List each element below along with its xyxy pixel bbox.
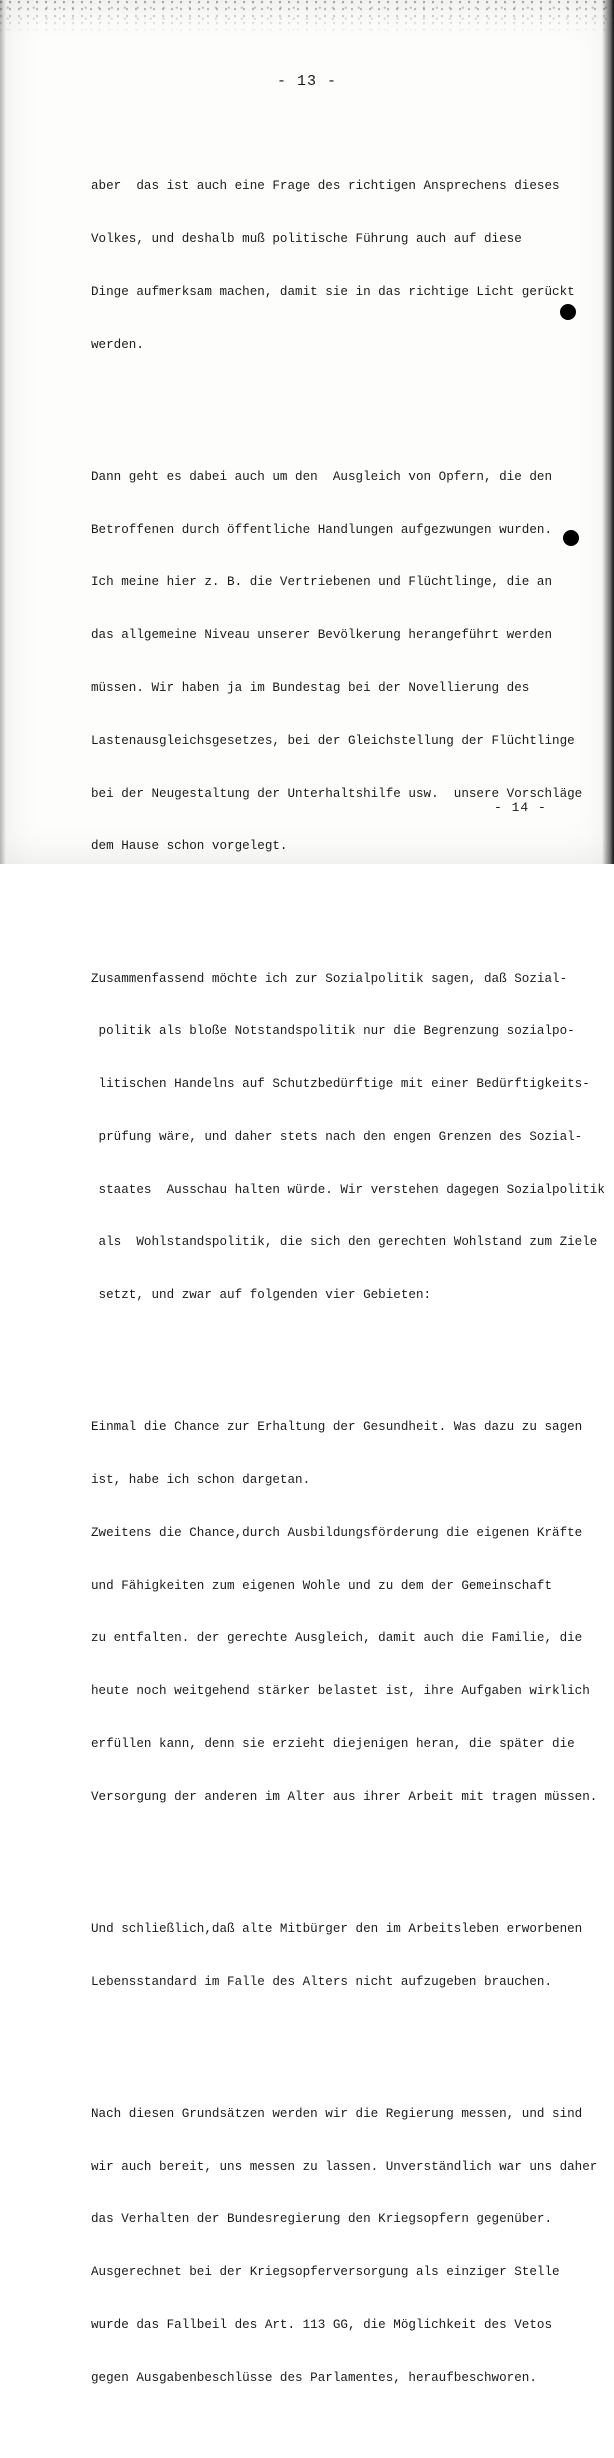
text-line: wir auch bereit, uns messen zu lassen. Unverständlich war uns daher [91, 2159, 598, 2174]
text-line: politik als bloße Notstandspolitik nur die Begrenzung sozialpo- [91, 1024, 575, 1039]
paragraph [91, 2071, 598, 2423]
text-line: Und schließlich,daß alte Mitbürger den im Arbeitsleben erworbenen [91, 1921, 583, 1936]
paragraph [91, 1886, 583, 2027]
text-line: und Fähigkeiten zum eigenen Wohle und zu dem der Gemeinschaft [91, 1578, 553, 1593]
paragraph [91, 1384, 598, 1841]
text-line: Dann geht es dabei auch um den Ausgleich von Opfern, die den [91, 469, 553, 484]
text-line: Dinge aufmerksam machen, damit sie in das richtige Licht gerückt [91, 284, 575, 299]
text-line: setzt, und zwar auf folgenden vier Gebieten: [91, 1288, 432, 1303]
text-line: aber das ist auch eine Frage des richtigen Ansprechens dieses [91, 179, 560, 194]
text-line: Ich meine hier z. B. die Vertriebenen und Flüchtlinge, die an [91, 575, 553, 590]
punch-hole [560, 304, 576, 320]
text-line: Lebensstandard im Falle des Alters nicht aufzugeben brauchen. [91, 1974, 553, 1989]
scan-edge-right [602, 0, 614, 864]
punch-hole [563, 530, 579, 546]
scan-edge-left [0, 0, 6, 864]
text-line: bei der Neugestaltung der Unterhaltshilfe usw. unsere Vorschläge [91, 786, 583, 801]
page-number-bottom: - 14 - [494, 800, 547, 815]
text-line: werden. [91, 337, 144, 352]
text-line: als Wohlstandspolitik, die sich den gerechten Wohlstand zum Ziele [91, 1235, 598, 1250]
text-line: staates Ausschau halten würde. Wir verstehen dagegen Sozialpolitik [91, 1182, 605, 1197]
body-text [91, 108, 605, 2458]
text-line: zu entfalten. der gerechte Ausgleich, damit auch die Familie, die [91, 1631, 583, 1646]
text-line: Betroffenen durch öffentliche Handlungen aufgezwungen wurden. [91, 522, 553, 537]
text-line: müssen. Wir haben ja im Bundestag bei der Novellierung des [91, 681, 530, 695]
text-line: das Verhalten der Bundesregierung den Kriegsopfern gegenüber. [91, 2212, 553, 2227]
paragraph [91, 434, 583, 891]
text-line: erfüllen kann, denn sie erzieht diejenigen heran, die später die [91, 1737, 575, 1752]
paragraph [91, 935, 605, 1340]
text-line: Volkes, und deshalb muß politische Führung auch auf diese [91, 232, 522, 247]
scan-edge-top [0, 0, 614, 34]
paragraph [91, 143, 575, 389]
page-number-top: - 13 - [276, 73, 337, 90]
text-line: dem Hause schon vorgelegt. [91, 839, 288, 854]
text-line: Zweitens die Chance,durch Ausbildungsförderung die eigenen Kräfte [91, 1525, 583, 1540]
text-line: Zusammenfassend möchte ich zur Sozialpolitik sagen, daß Sozial- [91, 971, 568, 986]
text-line: Ausgerechnet bei der Kriegsopferversorgung als einziger Stelle [91, 2265, 560, 2280]
text-line: Einmal die Chance zur Erhaltung der Gesundheit. Was dazu zu sagen [91, 1420, 583, 1435]
text-line: gegen Ausgabenbeschlüsse des Parlamentes, heraufbeschworen. [91, 2370, 537, 2385]
text-line: wurde das Fallbeil des Art. 113 GG, die Möglichkeit des Vetos [91, 2318, 553, 2333]
text-line: Lastenausgleichsgesetzes, bei der Gleichstellung der Flüchtlinge [91, 733, 575, 748]
text-line: heute noch weitgehend stärker belastet ist, ihre Aufgaben wirklich [91, 1684, 590, 1699]
text-line: das allgemeine Niveau unserer Bevölkerung herangeführt werden [91, 628, 553, 643]
text-line: Nach diesen Grundsätzen werden wir die Regierung messen, und sind [91, 2106, 583, 2121]
text-line: litischen Handelns auf Schutzbedürftige mit einer Bedürftigkeits- [91, 1077, 590, 1092]
text-line: ist, habe ich schon dargetan. [91, 1473, 311, 1488]
text-line: Versorgung der anderen im Alter aus ihrer Arbeit mit tragen müssen. [91, 1789, 598, 1804]
text-line: prüfung wäre, und daher stets nach den engen Grenzen des Sozial- [91, 1129, 583, 1144]
